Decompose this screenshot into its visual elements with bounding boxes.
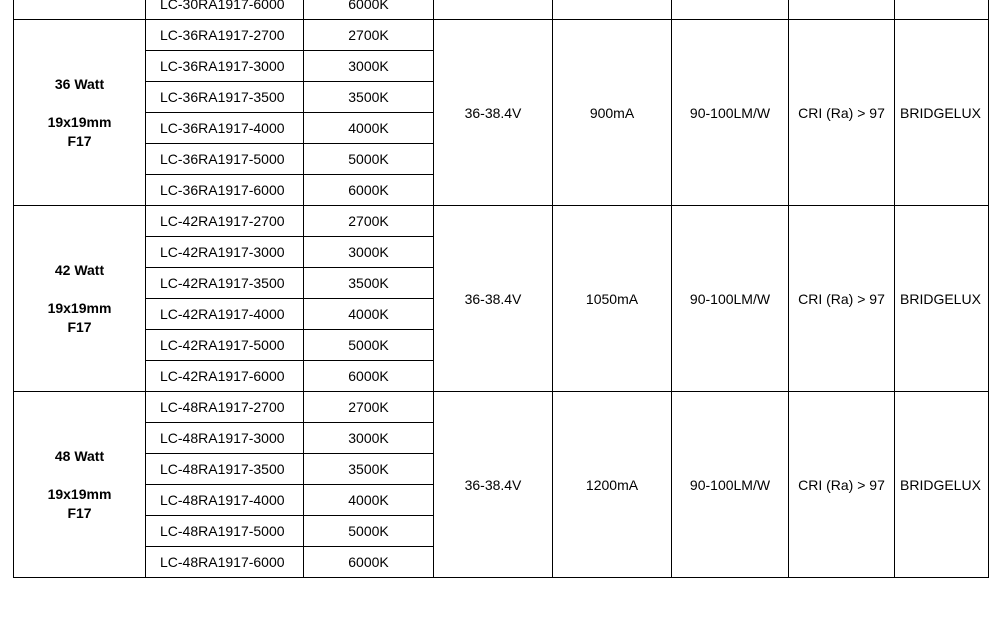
cct-cell: 2700K: [304, 206, 434, 237]
size-label: 19x19mm: [47, 113, 112, 130]
efficacy-cell: 90-100LM/W: [672, 206, 789, 392]
voltage-cell: 36-38.4V: [434, 206, 553, 392]
cct-cell: 4000K: [304, 113, 434, 144]
brand-cell-partial: [895, 0, 989, 20]
voltage-cell: 36-38.4V: [434, 20, 553, 206]
form-factor-label: F17: [67, 504, 92, 521]
model-cell: LC-42RA1917-4000: [146, 299, 304, 330]
cct-cell: 3500K: [304, 454, 434, 485]
wattage-label: 48 Watt: [54, 447, 105, 464]
cct-cell: 6000K: [304, 547, 434, 578]
size-label: 19x19mm: [47, 299, 112, 316]
model-cell: LC-42RA1917-2700: [146, 206, 304, 237]
voltage-cell: 36-38.4V: [434, 392, 553, 578]
model-cell: LC-48RA1917-4000: [146, 485, 304, 516]
led-spec-table: [13, 0, 989, 578]
wattage-group-cell: [14, 392, 146, 578]
form-factor-label: F17: [67, 132, 92, 149]
efficacy-cell-partial: [672, 0, 789, 20]
cct-cell: 2700K: [304, 392, 434, 423]
efficacy-cell: 90-100LM/W: [672, 20, 789, 206]
cct-cell: 3500K: [304, 82, 434, 113]
model-cell: LC-42RA1917-5000: [146, 330, 304, 361]
cct-cell: 6000K: [304, 175, 434, 206]
cct-cell: 5000K: [304, 516, 434, 547]
model-cell: LC-48RA1917-3500: [146, 454, 304, 485]
brand-cell: BRIDGELUX: [895, 206, 989, 392]
voltage-cell-partial: [434, 0, 553, 20]
cct-cell: 2700K: [304, 20, 434, 51]
current-cell: 900mA: [553, 20, 672, 206]
cct-cell: 3000K: [304, 51, 434, 82]
cri-cell: CRI (Ra) > 97: [789, 206, 895, 392]
brand-cell: BRIDGELUX: [895, 20, 989, 206]
model-cell: LC-48RA1917-2700: [146, 392, 304, 423]
cct-cell: 3500K: [304, 268, 434, 299]
table-row: [14, 206, 989, 237]
model-cell: LC-36RA1917-2700: [146, 20, 304, 51]
size-label: 19x19mm: [47, 485, 112, 502]
cri-cell: CRI (Ra) > 97: [789, 20, 895, 206]
model-cell: LC-42RA1917-3500: [146, 268, 304, 299]
cct-cell: 5000K: [304, 330, 434, 361]
cct-cell: 4000K: [304, 485, 434, 516]
table-row-partial: [14, 0, 989, 20]
cct-cell: 4000K: [304, 299, 434, 330]
model-cell: LC-36RA1917-6000: [146, 175, 304, 206]
cct-cell: 3000K: [304, 237, 434, 268]
efficacy-cell: 90-100LM/W: [672, 392, 789, 578]
model-cell: LC-36RA1917-3000: [146, 51, 304, 82]
brand-cell: BRIDGELUX: [895, 392, 989, 578]
model-cell: LC-30RA1917-6000: [146, 0, 304, 20]
current-cell: 1200mA: [553, 392, 672, 578]
cct-cell: 3000K: [304, 423, 434, 454]
form-factor-label: F17: [67, 318, 92, 335]
model-cell: LC-48RA1917-3000: [146, 423, 304, 454]
model-cell: LC-42RA1917-3000: [146, 237, 304, 268]
current-cell: 1050mA: [553, 206, 672, 392]
wattage-label: 42 Watt: [54, 261, 105, 278]
model-cell: LC-48RA1917-5000: [146, 516, 304, 547]
cri-cell: CRI (Ra) > 97: [789, 392, 895, 578]
cri-cell-partial: [789, 0, 895, 20]
model-cell: LC-48RA1917-6000: [146, 547, 304, 578]
wattage-group-cell: [14, 20, 146, 206]
group-cell-partial: [14, 0, 146, 20]
cct-cell: 6000K: [304, 0, 434, 20]
model-cell: LC-36RA1917-4000: [146, 113, 304, 144]
current-cell-partial: [553, 0, 672, 20]
cct-cell: 5000K: [304, 144, 434, 175]
model-cell: LC-36RA1917-5000: [146, 144, 304, 175]
table-row: [14, 20, 989, 51]
model-cell: LC-36RA1917-3500: [146, 82, 304, 113]
model-cell: LC-42RA1917-6000: [146, 361, 304, 392]
cct-cell: 6000K: [304, 361, 434, 392]
wattage-group-cell: [14, 206, 146, 392]
table-row: [14, 392, 989, 423]
wattage-label: 36 Watt: [54, 75, 105, 92]
